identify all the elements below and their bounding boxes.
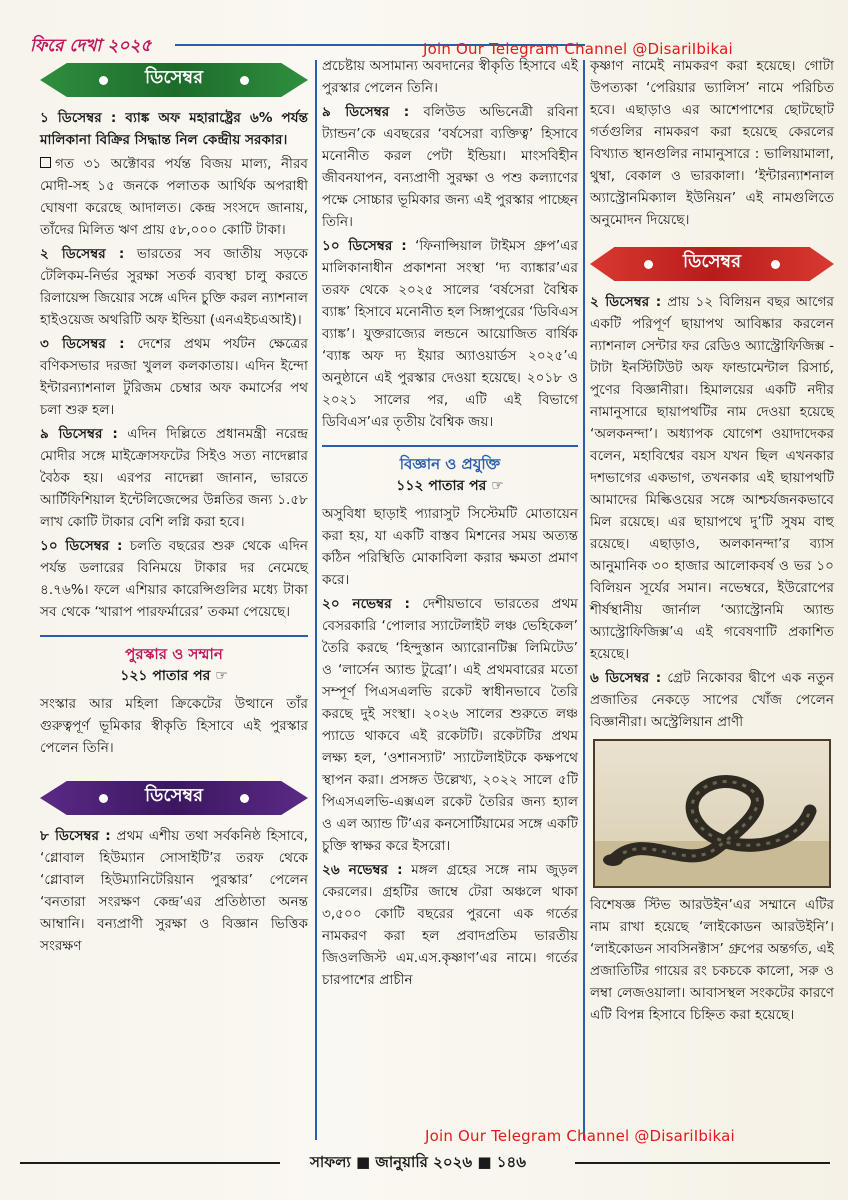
news-text: অসুবিধা ছাড়াই প্যারাসুট সিস্টেমটি মোতায়েন করা হয়, যা একটি বাস্তব মিশনের সময় অত্যন্ত কঠিন পরিস্থিতি মোকাবিলা করার ক্ষমতা প্রমাণ করে।: [322, 506, 578, 588]
news-date: ৮ ডিসেম্বর :: [40, 828, 111, 844]
continued-from: [40, 665, 308, 687]
news-date: ২০ নভেম্বর :: [322, 596, 410, 612]
news-text: প্রচেষ্টায় অসামান্য অবদানের স্বীকৃতি হিসাবে এই পুরস্কার পেলেন তিনি।: [322, 58, 578, 96]
news-date: ১ ডিসেম্বর :: [40, 110, 117, 126]
news-date: ১০ ডিসেম্বর :: [40, 538, 123, 554]
news-date: ৬ ডিসেম্বর :: [590, 670, 662, 686]
page-number: ১৪৬: [496, 1153, 526, 1171]
news-date: ২ ডিসেম্বর :: [590, 294, 662, 310]
news-text: ভারতের সব জাতীয় সড়কে টেলিকম-নির্ভর সুরক্ষা সতর্ক ব্যবস্থা চালু করতে রিলায়েন্স জিয়োর সঙ্গে এদিন চুক্তি করল ন্যাশনাল হাইওয়েজ অথরিটি অফ ইন্ডিয়া (এনএইচএআই)।: [40, 246, 308, 328]
column-3: [590, 55, 834, 1028]
news-item: [590, 894, 834, 1026]
running-head: ফিরে দেখা ২০২৫: [30, 36, 152, 56]
month-banner: [590, 247, 834, 281]
news-date: ১০ ডিসেম্বর :: [322, 238, 407, 254]
column-1: [40, 55, 308, 959]
continued-label: ১২১ পাতার পর: [120, 668, 211, 684]
news-text: ব্যাঙ্ক অফ মহারাষ্ট্রের ৬% পর্যন্ত মালিকানা বিক্রির সিদ্ধান্ত নিল কেন্দ্রীয় সরকার।: [40, 110, 308, 148]
snake-illustration: [595, 741, 829, 886]
news-item: [590, 55, 834, 231]
snake-head: [603, 854, 623, 866]
pointing-hand-icon: ☞: [215, 668, 228, 684]
news-item: [40, 333, 308, 421]
page-footer: [310, 1151, 526, 1176]
news-item: [40, 693, 308, 759]
footer-separator: ■: [355, 1153, 371, 1171]
snake-photo: [593, 739, 831, 888]
news-text: বিশেষজ্ঞ স্টিভ আরউইন’এর সম্মানে এটির নাম রাখা হয়েছে ‘লাইকোডন আরউইনি’। ‘লাইকোডন সাবসিনক্টাস’ গ্রুপের অন্তর্গত, এই প্রজাতিটির গায়ের রং চকচকে কালো, সরু ও লম্বা লেজওয়ালা। আবাসস্থল সংকটের কারণে এটি বিপন্ন হিসাবে চিহ্নিত করা হয়েছে।: [590, 897, 834, 1023]
news-item: [40, 153, 308, 241]
footer-separator: ■: [477, 1153, 492, 1171]
news-item: [322, 503, 578, 591]
news-item: [322, 55, 578, 99]
news-item: [40, 107, 308, 151]
section-title: পুরস্কার ও সম্মান: [125, 645, 223, 663]
news-text: দেশীয়ভাবে ভারতের প্রথম বেসরকারি ‘পোলার স্যাটেলাইট লঞ্চ ভেহিকেল’ তৈরি করছে ‘হিন্দুস্তান অ্যারোনটিক্স লিমিটেড’ ও ‘লার্সেন অ্যান্ড টুব্রো’। এই প্রথমবারের মতো সম্পূর্ণ পিএসএলভি রকেট স্বাধীনভাবে তৈরি করছে দুই সংস্থা। ২০২৬ সালের শুরুতে লঞ্চ প্যাডে থাকবে এই রকেটটি। রকেটটির প্রথম লক্ষ্য হল, ‘ওশানস্যাট’ স্যাটেলাইটকে কক্ষপথে স্থাপন করা। প্রসঙ্গত উল্লেখ্য, ২০২২ সালে ৫টি পিএসএলভি-এক্সএল রকেট তৈরির জন্য হ্যাল ও এল অ্যান্ড টি’এর কনসোর্টিয়ামের সঙ্গে একটি চুক্তি স্বাক্ষর করে ইসরো।: [322, 596, 578, 854]
column-2: [322, 55, 578, 993]
news-date: ৩ ডিসেম্বর :: [40, 336, 125, 352]
news-item: [322, 235, 578, 433]
section-heading: [322, 445, 578, 497]
footer-rule: [575, 1162, 830, 1164]
month-banner: [40, 781, 308, 815]
news-text: বলিউড অভিনেত্রী রবিনা ট্যান্ডন’কে এবছরের ‘বর্ষসেরা ব্যক্তিত্ব’ হিসাবে মনোনীত করল পেটা ইন্ডিয়া। মাংসবিহীন জীবনযাপন, বন্যপ্রাণী সুরক্ষা ও পশু কল্যাণের পক্ষে সোচ্চার ভূমিকার জন্য এই পুরস্কার পাচ্ছেন তিনি।: [322, 104, 579, 230]
news-text: কৃষ্ণাণ নামেই নামকরণ করা হয়েছে। গোটা উপত্যকা ‘পেরিয়ার ভ্যালিস’ নামে পরিচিত হবে। এছাড়াও এর আশেপাশের ছোটছোট গর্তগুলির নামকরণ করা হয়েছে কেরলের বিখ্যাত স্থানগুলির নামানুসারে : ভালিয়ামালা, থুম্বা, বেকাল ও ভারকালা। ‘ইন্টারন্যাশনাল অ্যাস্ট্রোনমিক্যাল ইউনিয়ন’ এই নামগুলিতে অনুমোদন দিয়েছে।: [590, 58, 834, 228]
news-item: [590, 667, 834, 733]
news-text: এদিন দিল্লিতে প্রধানমন্ত্রী নরেন্দ্র মোদীর সঙ্গে মাইক্রোসফটের সিইও সত্য নাদেল্লার বৈঠক হয়। এরপর নাদেল্লা জানান, ভারতে আর্টিফিশিয়াল ইন্টেলিজেন্সের উন্নতির জন্য ১.৫৮ লাখ কোটি টাকার বেশি লগ্নি করা হবে।: [40, 426, 308, 530]
news-item: [322, 859, 578, 991]
news-text: চলতি বছরের শুরু থেকে এদিন পর্যন্ত ডলারের বিনিময়ে টাকার দর নেমেছে ৪.৭৬%। ফলে এশিয়ার কারেন্সিগুলির মধ্যে টাকা সব থেকে ‘খারাপ পারফর্মারের’ তকমা পেয়েছে।: [40, 538, 308, 620]
column-divider: [315, 60, 317, 1140]
news-item: [40, 825, 308, 957]
checkbox-bullet-icon: [40, 157, 51, 168]
column-divider: [583, 60, 585, 1140]
news-text: দেশের প্রথম পর্যটন ক্ষেত্রের বণিকসভার দরজা খুলল কলকাতায়। এদিন ইন্দো ইন্টারন্যাশনাল টুরিজম চেম্বার অফ কমার্সের পথ চলা শুরু হল।: [40, 336, 308, 418]
news-item: [322, 101, 578, 233]
news-text: ‘ফিনান্সিয়াল টাইমস গ্রুপ’এর মালিকানাধীন প্রকাশনা সংস্থা ‘দ্য ব্যাঙ্কার’এর তরফ থেকে ২০২৫ সালের ‘বর্ষসেরা বৈশ্বিক ব্যাঙ্ক’ হিসাবে মনোনীত হল সিঙ্গাপুরের ‘ডিবিএস ব্যাঙ্ক’। যুক্তরাজ্যের লন্ডনে আয়োজিত বার্ষিক ‘ব্যাঙ্ক অফ দ্য ইয়ার অ্যাওয়ার্ডস ২০২৫’এ অনুষ্ঠানে এই পুরস্কার দেওয়া হয়েছে। ২০১৮ ও ২০২১ সালের পর, এটি এই বিভাগে ডিবিএস’এর তৃতীয় বৈশ্বিক জয়।: [322, 238, 578, 430]
news-date: ৯ ডিসেম্বর :: [322, 104, 410, 120]
banner-label: ডিসেম্বর: [144, 67, 204, 88]
news-item: [40, 243, 308, 331]
issue-month: জানুয়ারি ২০২৬: [375, 1153, 473, 1171]
news-item: [40, 535, 308, 623]
banner-label: ডিসেম্বর: [682, 251, 742, 272]
watermark-bottom: Join Our Telegram Channel @DisariIbikai: [425, 1127, 735, 1145]
watermark-top: Join Our Telegram Channel @DisariIbikai: [423, 40, 733, 58]
news-date: ২৬ নভেম্বর :: [322, 862, 403, 878]
news-date: ৯ ডিসেম্বর :: [40, 426, 118, 442]
pointing-hand-icon: ☞: [491, 478, 504, 494]
section-title: বিজ্ঞান ও প্রযুক্তি: [399, 455, 501, 473]
footer-rule: [20, 1162, 280, 1164]
news-date: ২ ডিসেম্বর :: [40, 246, 125, 262]
section-heading: [40, 635, 308, 687]
news-item: [322, 593, 578, 857]
banner-label: ডিসেম্বর: [144, 785, 204, 806]
news-text: সংস্কার আর মহিলা ক্রিকেটের উত্থানে তাঁর গুরুত্বপূর্ণ ভূমিকার স্বীকৃতি হিসাবে এই পুরস্কার পেলেন তিনি।: [40, 696, 308, 756]
news-item: [590, 291, 834, 665]
continued-label: ১১২ পাতার পর: [396, 478, 487, 494]
magazine-name: সাফল্য: [310, 1153, 351, 1171]
continued-from: [322, 475, 578, 497]
news-text: প্রায় ১২ বিলিয়ন বছর আগের একটি পরিপূর্ণ ছায়াপথ আবিষ্কার করলেন ন্যাশনাল সেন্টার ফর রেডিও অ্যাস্ট্রোফিজিক্স - টাটা ইনস্টিটিউট অফ ফান্ডামেন্টাল রিসার্চ, পুণের বিজ্ঞানীরা। হিমালয়ের একটি নদীর নামানুসারে ছায়াপথটির নাম দেওয়া হয়েছে ‘অলকনন্দা’। অধ্যাপক যোগেশ ওয়াদাদেকর বলেন, মহাবিশ্বের বয়স যখন ছিল এখনকার দশভাগের একভাগ, তখনকার এই ছায়াপথটি আমাদের মিল্কিওয়ের সঙ্গে আশ্চর্যজনকভাবে মিল রয়েছে। এর ছায়াপথে দু’টি সুষম বাহু রয়েছে। এছাড়াও, অলকানন্দা’র ব্যাস আনুমানিক ৩০ হাজার আলোকবর্ষ ও ভর ১০ বিলিয়ন সূর্যের সমান। নভেম্বরে, ইউরোপের শীর্ষস্থানীয় জার্নাল ‘অ্যাস্ট্রোনমি অ্যান্ড অ্যাস্ট্রোফিজিক্স’এ এই গবেষণাটি প্রকাশিত হয়েছে।: [590, 294, 834, 662]
month-banner: [40, 63, 308, 97]
news-text: মঙ্গল গ্রহের সঙ্গে নাম জুড়ল কেরলের। গ্রহটির জাম্বে টেরা অঞ্চলে থাকা ৩,৫০০ কোটি বছরের পুরনো এক গর্তের নামকরণ করা হল প্রবাদপ্রতিম ভারতীয় জিওলজিস্ট এম.এস.কৃষ্ণাণ’এর নামে। গর্তের চারপাশের প্রাচীন: [322, 862, 578, 988]
news-text: প্রথম এশীয় তথা সর্বকনিষ্ঠ হিসাবে, ‘গ্লোবাল হিউম্যান সোসাইটি’র তরফ থেকে ‘গ্লোবাল হিউম্যানিটেরিয়ান পুরস্কার’ পেলেন ‘বনতারা সংরক্ষণ কেন্দ্র’এর প্রতিষ্ঠাতা অনন্ত আম্বানি। বন্যপ্রাণী সুরক্ষা ও বিজ্ঞান ভিত্তিক সংরক্ষণ: [40, 828, 309, 954]
news-text: গ্রেট নিকোবর দ্বীপে এক নতুন প্রজাতির নেকড়ে সাপের খোঁজ পেলেন বিজ্ঞানীরা। অস্ট্রেলিয়ান প্রাণী: [590, 670, 835, 730]
news-text: গত ৩১ অক্টোবর পর্যন্ত বিজয় মাল্য, নীরব মোদী-সহ ১৫ জনকে পলাতক আর্থিক অপরাধী ঘোষণা করেছে আদালত। কেন্দ্র সংসদে জানায়, তাঁদের মিলিত ঋণ প্রায় ৫৮,০০০ কোটি টাকা।: [40, 156, 308, 238]
news-item: [40, 423, 308, 533]
